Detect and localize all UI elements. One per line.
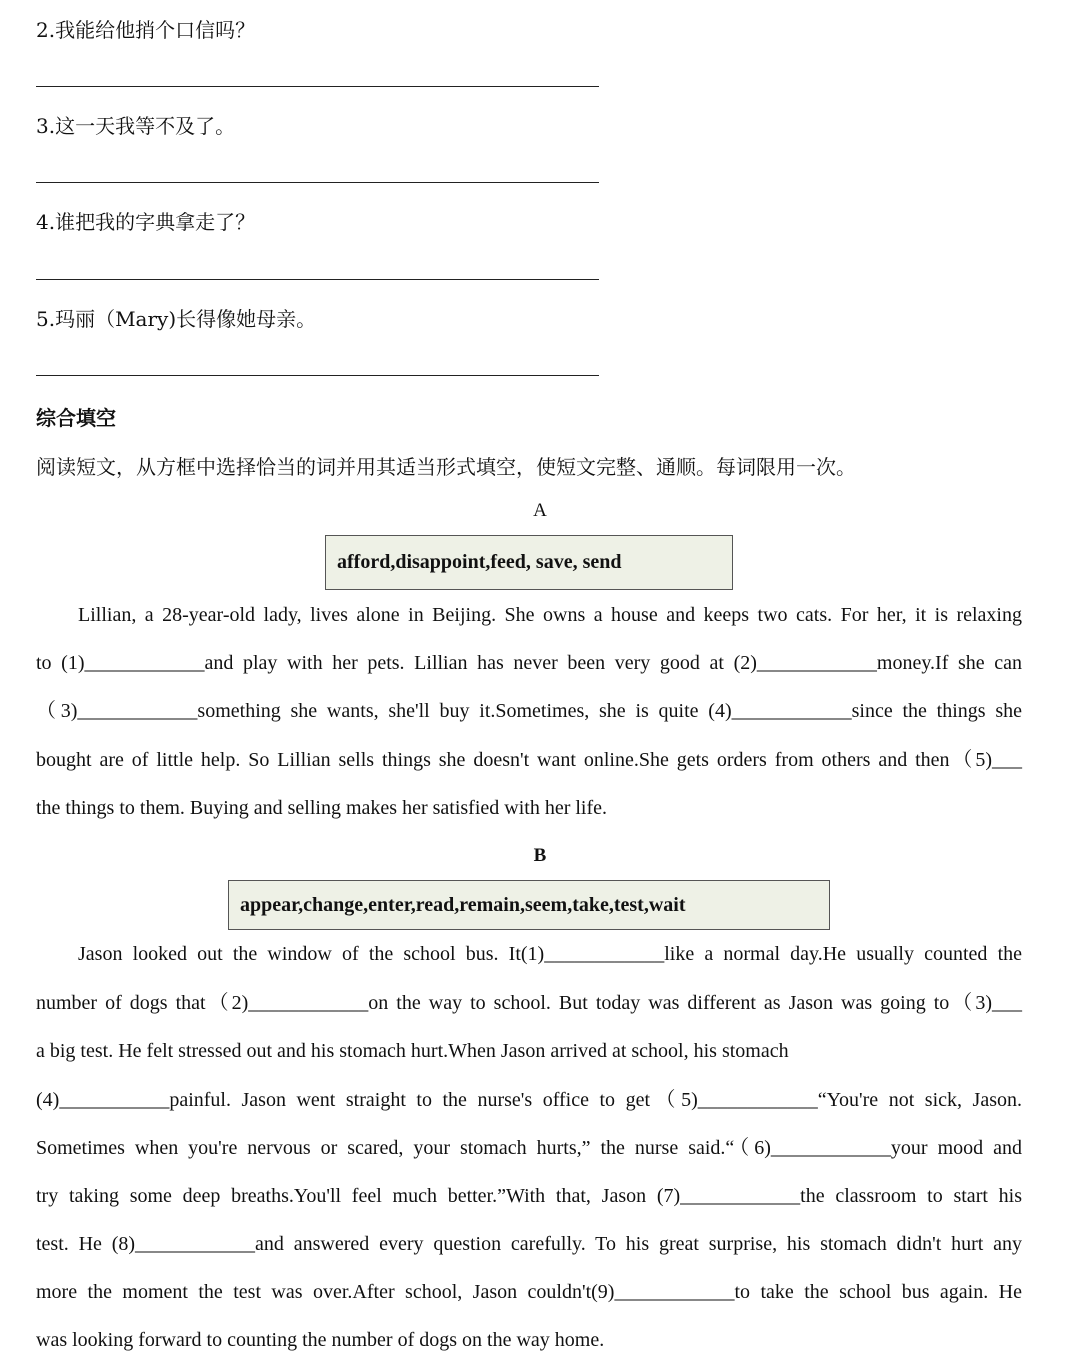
answer-line-3 <box>36 182 599 183</box>
passage-b-line: more the moment the test was over.After school, Jason couldn't(9)____________to take the school bus again. He <box>36 1281 1022 1303</box>
passage-a-word-box: afford,disappoint,feed, save, send <box>325 535 733 590</box>
passage-b-line: test. He (8)____________and answered every question carefully. To his great surprise, his stomach didn't hurt any <box>36 1233 1022 1255</box>
passage-b-word-box: appear,change,enter,read,remain,seem,take,test,wait <box>228 880 830 930</box>
question-3: 3.这一天我等不及了。 <box>36 114 236 138</box>
question-5: 5.玛丽（Mary)长得像她母亲。 <box>36 307 317 331</box>
section-title: 综合填空 <box>36 406 116 430</box>
passage-b-line: was looking forward to counting the number of dogs on the way home. <box>36 1329 605 1351</box>
passage-a-line: bought are of little help. So Lillian sells things she doesn't want online.She gets orders from others and then（5)___ <box>36 749 1022 771</box>
answer-line-4 <box>36 279 599 280</box>
answer-line-5 <box>36 375 599 376</box>
answer-line-2 <box>36 86 599 87</box>
passage-b-line: a big test. He felt stressed out and his stomach hurt.When Jason arrived at school, his stomach <box>36 1040 789 1062</box>
passage-a-line: the things to them. Buying and selling makes her satisfied with her life. <box>36 797 608 819</box>
passage-a-label: A <box>533 500 547 521</box>
question-4: 4.谁把我的字典拿走了？ <box>36 210 256 234</box>
passage-b-label: B <box>533 845 547 866</box>
passage-b-line: Sometimes when you're nervous or scared, your stomach hurts,” the nurse said.“（6)____________your mood and <box>36 1137 1022 1159</box>
passage-b-line: try taking some deep breaths.You'll feel much better.”With that, Jason (7)____________the classroom to start his <box>36 1185 1022 1207</box>
passage-a-line: to (1)____________and play with her pets. Lillian has never been very good at (2)____________money.If she can <box>36 652 1022 674</box>
passage-b-line: Jason looked out the window of the school bus. It(1)____________like a normal day.He usually counted the <box>78 943 1022 965</box>
section-instruction: 阅读短文，从方框中选择恰当的词并用其适当形式填空，使短文完整、通顺。每词限用一次。 <box>36 455 856 479</box>
passage-a-line: Lillian, a 28-year-old lady, lives alone in Beijing. She owns a house and keeps two cats. For her, it is relaxing <box>78 604 1022 626</box>
question-2: 2.我能给他捎个口信吗？ <box>36 18 256 42</box>
passage-a-line: （3)____________something she wants, she'll buy it.Sometimes, she is quite (4)____________since the things she <box>36 700 1022 722</box>
passage-b-line: (4)___________painful. Jason went straight to the nurse's office to get（5)____________“You're not sick, Jason. <box>36 1089 1022 1111</box>
passage-b-line: number of dogs that（2)____________on the way to school. But today was different as Jason was going to（3)___ <box>36 992 1022 1014</box>
